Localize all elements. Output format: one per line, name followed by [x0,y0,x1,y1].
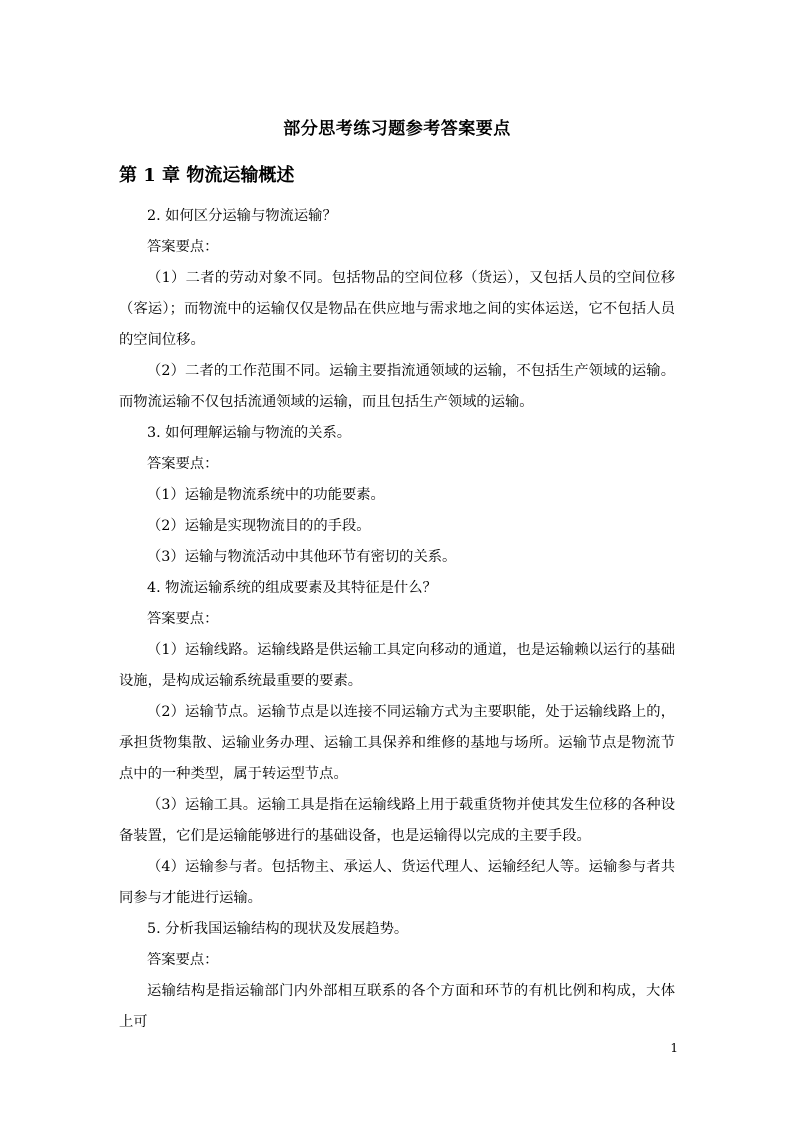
answer-paragraph: （3）运输工具。运输工具是指在运输线路上用于载重货物并使其发生位移的各种设备装置，它们是运输能够进行的基础设备，也是运输得以完成的主要手段。 [119,797,675,844]
answer-paragraph: （1）运输线路。运输线路是供运输工具定向移动的通道，也是运输赖以运行的基础设施，是构成运输系统最重要的要素。 [119,642,675,689]
page-number: 1 [670,1041,678,1055]
answer-paragraph: （1）二者的劳动对象不同。包括物品的空间位移（货运），又包括人员的空间位移（客运）；而物流中的运输仅仅是物品在供应地与需求地之间的实体运送，它不包括人员的空间位移。 [119,270,675,348]
question-paragraph: 4. 物流运输系统的组成要素及其特征是什么？ [147,580,437,596]
question-paragraph: 2. 如何区分运输与物流运输？ [147,208,337,224]
document-title: 部分思考练习题参考答案要点 [283,119,511,139]
answer-label: 答案要点： [147,611,219,627]
chapter-heading: 第 1 章 物流运输概述 [119,165,295,186]
question-paragraph: 3. 如何理解运输与物流的关系。 [147,425,352,441]
answer-paragraph: （1）运输是物流系统中的功能要素。 [147,487,385,503]
answer-paragraph: （3）运输与物流活动中其他环节有密切的关系。 [147,549,457,565]
answer-label: 答案要点： [147,952,219,968]
answer-paragraph: （2）运输节点。运输节点是以连接不同运输方式为主要职能，处于运输线路上的，承担货物集散、运输业务办理、运输工具保养和维修的基地与场所。运输节点是物流节点中的一种类型，属于转运型节点。 [119,704,675,782]
answer-paragraph: （4）运输参与者。包括物主、承运人、货运代理人、运输经纪人等。运输参与者共同参与才能进行运输。 [119,859,675,906]
answer-paragraph: 运输结构是指运输部门内外部相互联系的各个方面和环节的有机比例和构成，大体上可 [119,983,675,1030]
question-paragraph: 5. 分析我国运输结构的现状及发展趋势。 [147,921,409,937]
answer-label: 答案要点： [147,456,219,472]
body-text [119,201,675,1038]
answer-label: 答案要点： [147,239,219,255]
answer-paragraph: （2）二者的工作范围不同。运输主要指流通领域的运输，不包括生产领域的运输。而物流运输不仅包括流通领域的运输，而且包括生产领域的运输。 [119,363,675,410]
answer-paragraph: （2）运输是实现物流目的的手段。 [147,518,371,534]
